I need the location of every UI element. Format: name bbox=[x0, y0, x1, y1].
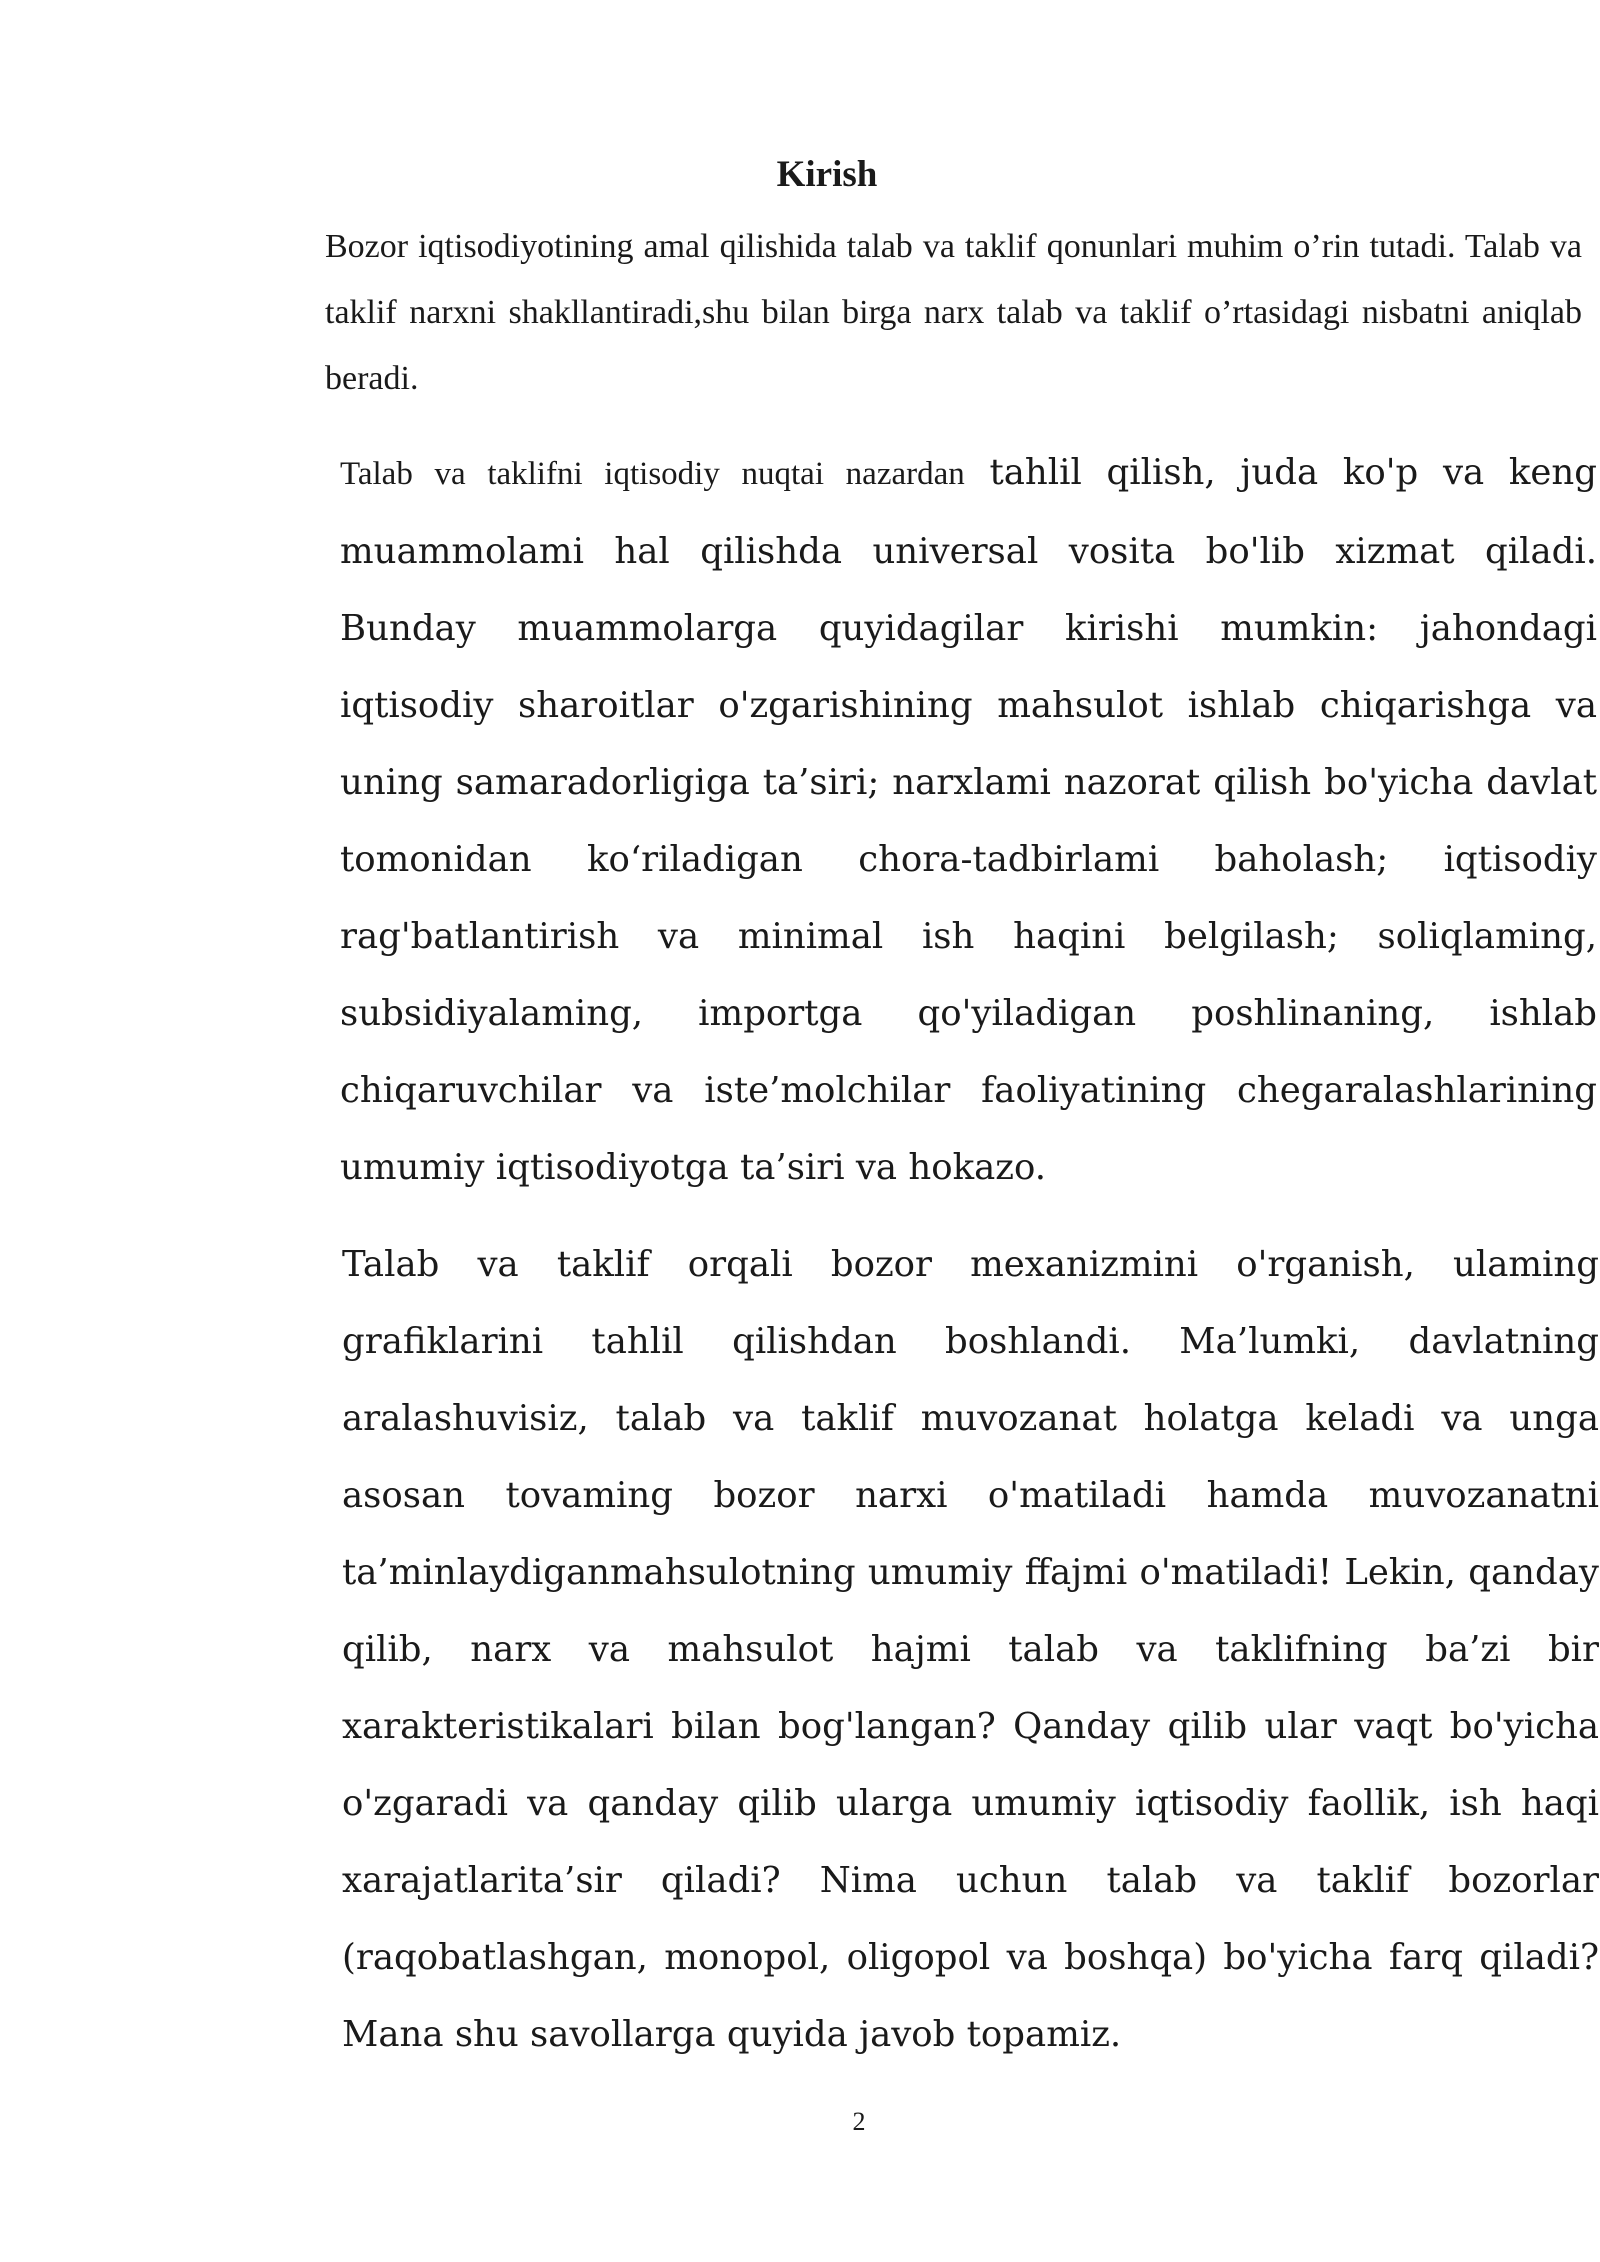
page-number: 2 bbox=[852, 2107, 866, 2136]
paragraph-analysis bbox=[230, 434, 1597, 1206]
paragraph-analysis-lead: Talab va taklifni iqtisodiy nuqtai nazardan bbox=[340, 456, 965, 492]
paragraph-market-mechanism: Talab va taklif orqali bozor mexanizmini o'rganish, ulaming grafiklarini tahlil qilishdan boshlandi. Ma’lumki, davlatning aralashuvisiz, talab va taklif muvozanat holatga keladi va unga asosan tovaming bozor narxi o'matiladi hamda muvozanatni ta’minlaydiganmahsulotning umumiy ffajmi o'matiladi! Lekin, qanday qilib, narx va mahsulot hajmi talab va taklifning ba’zi bir xarakteristikalari bilan bog'langan? Qanday qilib ular vaqt bo'yicha o'zgaradi va qanday qilib ularga umumiy iqtisodiy faollik, ish haqi xarajatlarita’sir qiladi? Nima uchun talab va taklif bozorlar (raqobatlashgan, monopol, oligopol va boshqa) bo'yicha farq qiladi? Mana shu savollarga quyida javob topamiz. bbox=[342, 1244, 1599, 2055]
paragraph-analysis-body: tahlil qilish, juda ko'p va keng muammolami hal qilishda universal vosita bo'lib xizmat qiladi. Bunday muammolarga quyidagilar kirishi mumkin: jahondagi iqtisodiy sharoitlar o'zgarishining mahsulot ishlab chiqarishga va uning samaradorligiga ta’siri; narxlami nazorat qilish bo'yicha davlat tomonidan ko‘riladigan chora-tadbirlami baholash; iqtisodiy rag'batlantirish va minimal ish haqini belgilash; soliqlaming, subsidiyalaming, importga qo'yiladigan poshlinaning, ishlab chiqaruvchilar va iste’molchilar faoliyatining chegaralashlarining umumiy iqtisodiyotga ta’siri va hokazo. bbox=[340, 452, 1597, 1188]
document-title: Kirish bbox=[776, 154, 878, 195]
paragraph-intro: Bozor iqtisodiyotining amal qilishida talab va taklif qonunlari muhim o’rin tutadi. Talab va taklif narxni shakllantiradi,shu bilan birga narx talab va taklif o’rtasidagi nisbatni aniqlab beradi. bbox=[325, 228, 1582, 397]
